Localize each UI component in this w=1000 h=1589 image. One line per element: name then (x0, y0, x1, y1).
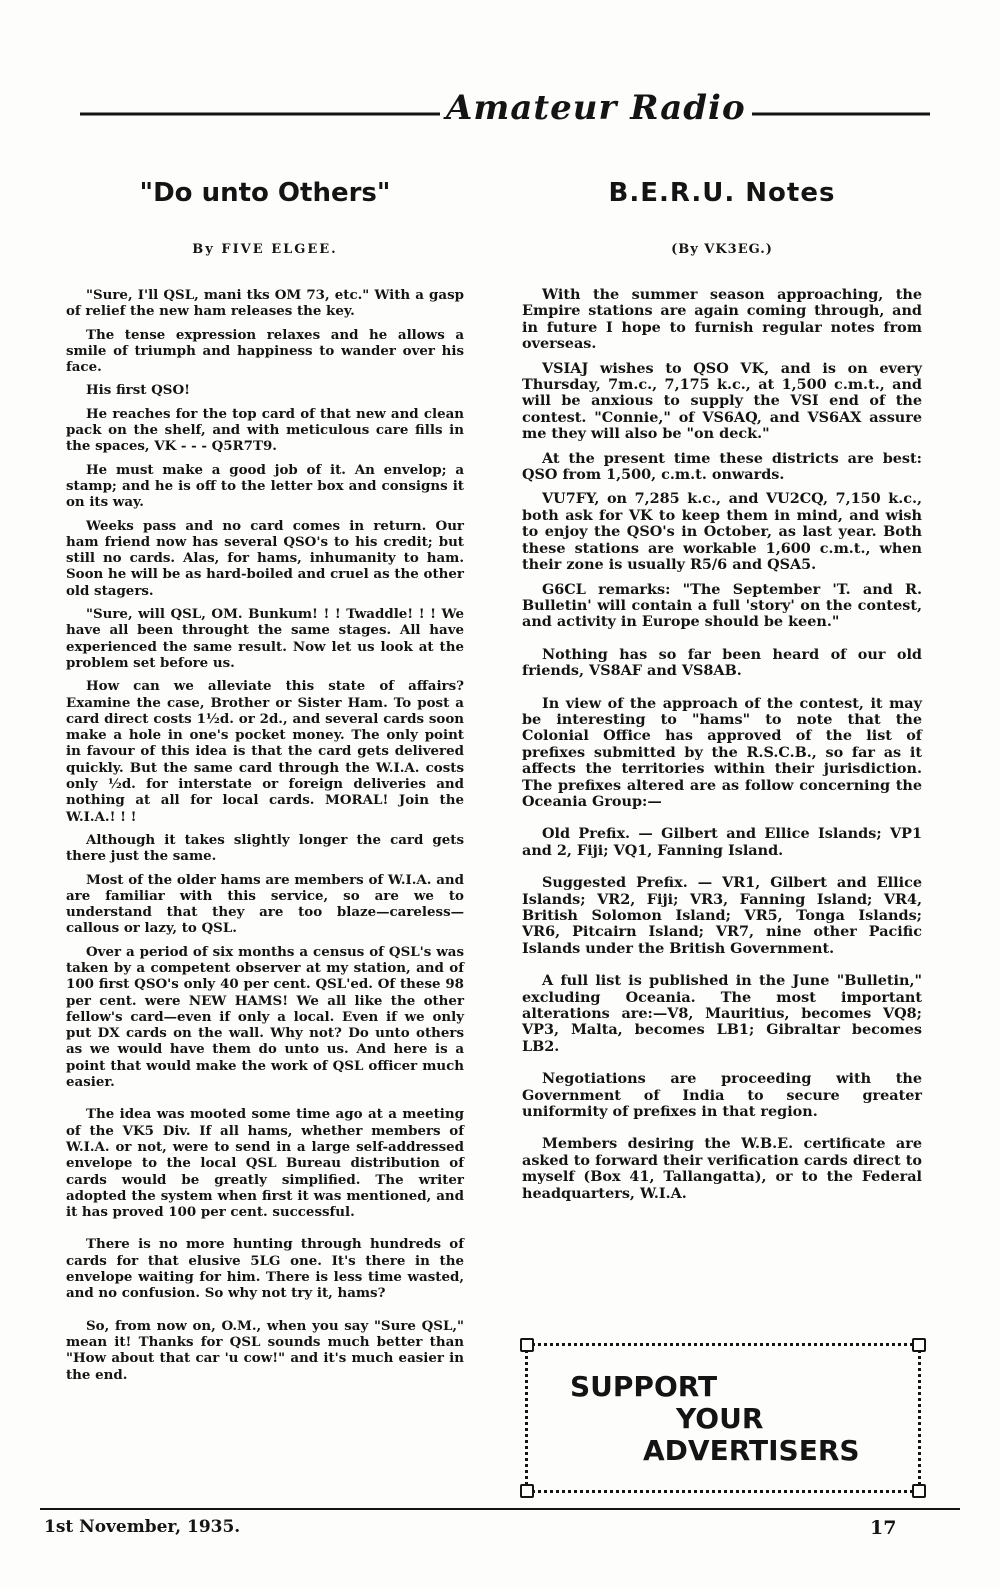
ad-line-advertisers: ADVERTISERS (643, 1434, 860, 1467)
paragraph: VSIAJ wishes to QSO VK, and is on every Thursday, 7m.c., 7,175 k.c., at 1,500 c.m.t., and will be anxious to supply the VSI end of the contest. "Connie," of VS6AQ, and VS6AX assure me they will also be "on deck." (522, 359, 922, 443)
paragraph: Nothing has so far been heard of our old friends, VS8AF and VS8AB. (522, 645, 922, 680)
issue-date: 1st November, 1935. (44, 1517, 241, 1537)
paragraph: "Sure, I'll QSL, mani tks OM 73, etc." With a gasp of relief the new ham releases the key. (66, 287, 464, 320)
paragraph: Most of the older hams are members of W.I.A. and are familiar with this service, so are we to understand that they are too blaze—careless—callous or lazy, to QSL. (66, 871, 464, 937)
paragraph: Weeks pass and no card comes in return. Our ham friend now has several QSO's to his credit; but still no cards. Alas, for hams, inhumanity to ham. Soon he will be as hard-boiled and cruel as the other old stagers. (66, 517, 464, 599)
paragraph: "Sure, will QSL, OM. Bunkum! ! ! Twaddle! ! ! We have all been throught the same stages. All have experienced the same result. Now let us look at the problem set before us. (66, 606, 464, 671)
paragraph: Members desiring the W.B.E. certificate are asked to forward their verification cards direct to myself (Box 41, Tallangatta), or to the Federal headquarters, W.I.A. (522, 1135, 922, 1202)
paragraph: Over a period of six months a census of QSL's was taken by a competent observer at my station, and of 100 first QSO's only 40 per cent. QSL'ed. Of these 98 per cent. were NEW HAMS! We all like the other fellow's card—even if only a local. Even if we only put DX cards on the wall. Why not? Do unto others as we would have them do unto us. And here is a point that would make the work of QSL officer much easier. (66, 943, 464, 1091)
paragraph: The tense expression relaxes and he allows a smile of triumph and happiness to wander over his face. (66, 326, 464, 376)
masthead (80, 84, 930, 144)
paragraph: He must make a good job of it. An envelop; a stamp; and he is off to the letter box and consigns it on its way. (66, 461, 464, 511)
paragraph: So, from now on, O.M., when you say "Sure QSL," mean it! Thanks for QSL sounds much better than "How about that car 'u cow!" and it's much easier in the end. (66, 1317, 464, 1383)
paragraph: Negotiations are proceeding with the Government of India to secure greater uniformity of prefixes in that region. (522, 1070, 922, 1121)
paragraph: Although it takes slightly longer the card gets there just the same. (66, 831, 464, 865)
ad-line-your: YOUR (676, 1402, 764, 1435)
page-number: 17 (870, 1517, 897, 1539)
paragraph: How can we alleviate this state of affairs? Examine the case, Brother or Sister Ham. To post a card direct costs 1½d. or 2d., and several cards soon make a hole in one's pocket money. The only point in favour of this idea is that the card gets delivered quickly. But the same card through the W.I.A. costs only ½d. for interstate or foreign deliveries and nothing at all for local cards. MORAL! Join the W.I.A.! ! ! (66, 678, 464, 825)
paragraph: He reaches for the top card of that new and clean pack on the shelf, and with meticulous care fills in the spaces, VK - - - Q5R7T9. (66, 405, 464, 455)
box-corner (520, 1484, 534, 1498)
paragraph: With the summer season approaching, the Empire stations are again coming through, and in future I hope to furnish regular notes from overseas. (522, 286, 922, 353)
paragraph: There is no more hunting through hundreds of cards for that elusive 5LG one. It's there in the envelope waiting for him. There is less time wasted, and no confusion. So why not try it, hams? (66, 1236, 464, 1302)
article-byline: (By VK3EG.) (671, 242, 773, 257)
box-corner (912, 1484, 926, 1498)
paragraph: G6CL remarks: "The September 'T. and R. Bulletin' will contain a full 'story' on the contest, and activity in Europe should be keen." (522, 580, 922, 631)
paragraph: A full list is published in the June "Bulletin," excluding Oceania. The most important alterations are:—V8, Mauritius, becomes VQ8; VP3, Malta, becomes LB1; Gibraltar becomes LB2. (522, 972, 922, 1055)
article-title: B.E.R.U. Notes (608, 178, 836, 208)
footer-rule (40, 1508, 960, 1510)
ad-line-support: SUPPORT (570, 1370, 718, 1403)
magazine-title: Amateur Radio (440, 88, 752, 128)
article-do-unto-others (66, 170, 464, 1390)
box-corner (520, 1338, 534, 1352)
paragraph: In view of the approach of the contest, it may be interesting to "hams" to note that the Colonial Office has approved of the list of prefixes submitted by the R.S.C.B., so far as it affects the territories within their jurisdiction. The prefixes altered are as follow concerning the Oceania Group:— (522, 694, 922, 810)
paragraph: VU7FY, on 7,285 k.c., and VU2CQ, 7,150 k.c., both ask for VK to keep them in mind, and wish to enjoy the QSO's in October, as last year. Both these stations are workable 1,600 c.m.t., when their zone is usually R5/6 and QSA5. (522, 490, 922, 574)
box-corner (912, 1338, 926, 1352)
paragraph: Old Prefix. — Gilbert and Ellice Islands; VP1 and 2, Fiji; VQ1, Fanning Island. (522, 825, 922, 859)
paragraph: At the present time these districts are best: QSO from 1,500, c.m.t. onwards. (522, 449, 922, 484)
paragraph: Suggested Prefix. — VR1, Gilbert and Ellice Islands; VR2, Fiji; VR3, Fanning Island; VR4, British Solomon Island; VR5, Tonga Islands; VR6, Pitcairn Island; VR7, nine other Pacific Islands under the British Government. (522, 874, 922, 957)
paragraph: His first QSO! (86, 382, 190, 399)
support-advertisers-box (525, 1343, 921, 1493)
article-byline: By FIVE ELGEE. (192, 242, 338, 257)
paragraph: The idea was mooted some time ago at a meeting of the VK5 Div. If all hams, whether members of W.I.A. or not, were to send in a large self-addressed envelope to the local QSL Bureau distribution of cards would be greatly simplified. The writer adopted the system when first it was mentioned, and it has proved 100 per cent. successful. (66, 1106, 464, 1221)
article-title: "Do unto Others" (139, 178, 391, 208)
article-beru-notes (522, 170, 922, 1210)
